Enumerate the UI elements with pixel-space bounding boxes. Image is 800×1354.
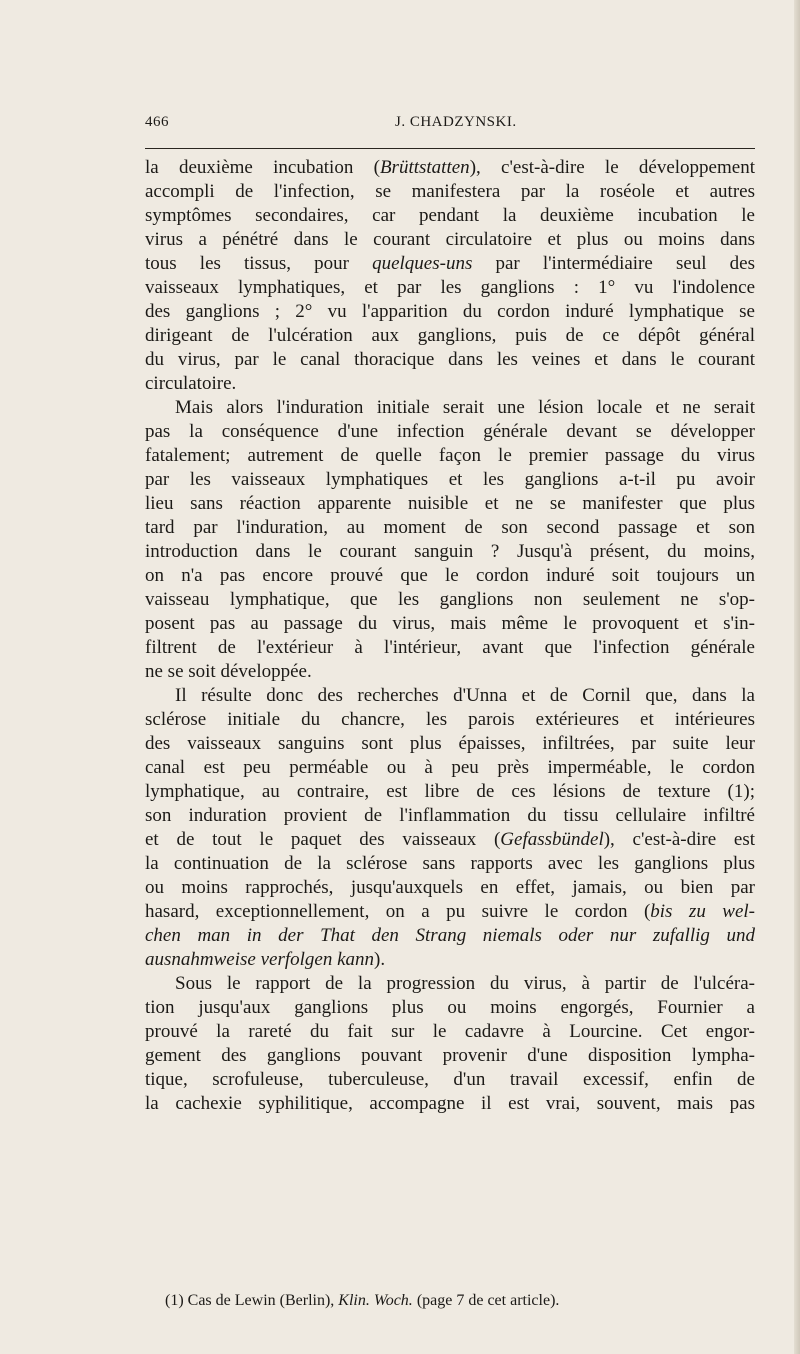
body-text (145, 156, 755, 1116)
text-line (145, 1092, 755, 1116)
text-span: ). (374, 949, 386, 970)
text-line (145, 300, 755, 324)
text-line (145, 396, 755, 420)
text-line (145, 948, 755, 972)
text-span: accompli de l'infection, se manifestera par la roséole et autres (145, 181, 755, 202)
text-span: la cachexie syphilitique, accompagne il est vrai, souvent, mais pas (145, 1093, 755, 1114)
page-number: 466 (145, 114, 169, 130)
text-span: pas la conséquence d'une infection générale devant se développer (145, 421, 755, 442)
text-line (145, 588, 755, 612)
text-span: tique, scrofuleuse, tuberculeuse, d'un travail excessif, enfin de (145, 1069, 755, 1090)
text-span: du virus, par le canal thoracique dans les veines et dans le courant (145, 349, 755, 370)
text-span: prouvé la rareté du fait sur le cadavre à Lourcine. Cet engor- (145, 1021, 755, 1042)
italic-text: bis zu wel- (650, 901, 755, 922)
text-span: et de tout le paquet des vaisseaux ( (145, 829, 501, 850)
text-line (145, 420, 755, 444)
text-line (145, 900, 755, 924)
text-span: lymphatique, au contraire, est libre de ces lésions de texture (1); (145, 781, 755, 802)
text-line (145, 468, 755, 492)
text-line (145, 1068, 755, 1092)
text-span: son induration provient de l'inflammation du tissu cellulaire infiltré (145, 805, 755, 826)
text-line (145, 852, 755, 876)
text-span: des ganglions ; 2° vu l'apparition du cordon induré lymphatique se (145, 301, 755, 322)
text-span: Mais alors l'induration initiale serait une lésion locale et ne serait (175, 397, 755, 418)
text-span: tard par l'induration, au moment de son second passage et son (145, 517, 755, 538)
text-line (145, 540, 755, 564)
text-line (145, 156, 755, 180)
text-span: ), c'est-à-dire le développement (469, 157, 755, 178)
text-line (145, 228, 755, 252)
text-line (145, 780, 755, 804)
italic-text: Gefassbündel (500, 829, 604, 850)
text-line (145, 348, 755, 372)
text-span: des vaisseaux sanguins sont plus épaisses, infiltrées, par suite leur (145, 733, 755, 754)
italic-text: Klin. Woch. (338, 1292, 413, 1309)
italic-text: Brüttstatten (379, 157, 470, 178)
text-span: (page 7 de cet article). (412, 1292, 560, 1309)
text-span: par l'intermédiaire seul des (472, 253, 755, 274)
text-line (145, 276, 755, 300)
text-span: tion jusqu'aux ganglions plus ou moins engorgés, Fournier a (145, 997, 755, 1018)
text-line (145, 1044, 755, 1068)
text-span: on n'a pas encore prouvé que le cordon induré soit toujours un (145, 565, 755, 586)
text-span: ), c'est-à-dire est (603, 829, 755, 850)
text-line (145, 636, 755, 660)
text-span: gement des ganglions pouvant provenir d'une disposition lympha- (145, 1045, 755, 1066)
text-line (145, 924, 755, 948)
text-line (145, 372, 755, 396)
text-span: la deuxième incubation ( (145, 157, 380, 178)
header-rule (145, 148, 755, 149)
text-span: vaisseaux lymphatiques, et par les ganglions : 1° vu l'indolence (145, 277, 755, 298)
text-line (145, 972, 755, 996)
text-span: canal est peu perméable ou à peu près imperméable, le cordon (145, 757, 755, 778)
text-span: virus a pénétré dans le courant circulatoire et plus ou moins dans (145, 229, 755, 250)
footnote (165, 1290, 725, 1312)
text-span: circulatoire. (145, 373, 237, 394)
text-line (145, 684, 755, 708)
text-line (145, 444, 755, 468)
text-line (145, 732, 755, 756)
text-line (145, 180, 755, 204)
text-span: vaisseau lymphatique, que les ganglions non seulement ne s'op- (145, 589, 755, 610)
text-line (145, 756, 755, 780)
text-line (145, 876, 755, 900)
text-line (145, 516, 755, 540)
text-span: introduction dans le courant sanguin ? Jusqu'à présent, du moins, (145, 541, 755, 562)
text-span: symptômes secondaires, car pendant la deuxième incubation le (145, 205, 755, 226)
text-span: ne se soit développée. (145, 661, 312, 682)
text-span: filtrent de l'extérieur à l'intérieur, avant que l'infection générale (145, 637, 755, 658)
running-title: J. CHADZYNSKI. (395, 114, 517, 130)
page-edge-shadow (794, 0, 800, 1354)
text-span: la continuation de la sclérose sans rapports avec les ganglions plus (145, 853, 755, 874)
text-span: tous les tissus, pour (145, 253, 373, 274)
text-span: fatalement; autrement de quelle façon le premier passage du virus (145, 445, 755, 466)
text-span: dirigeant de l'ulcération aux ganglions, puis de ce dépôt général (145, 325, 755, 346)
text-line (145, 324, 755, 348)
text-span: hasard, exceptionnellement, on a pu suivre le cordon ( (145, 901, 651, 922)
text-line (145, 252, 755, 276)
italic-text: chen man in der That den Strang niemals oder nur zufallig und (145, 925, 755, 946)
text-span: sclérose initiale du chancre, les parois extérieures et intérieures (145, 709, 755, 730)
text-span: (1) Cas de Lewin (Berlin), (165, 1292, 339, 1309)
text-line (145, 804, 755, 828)
text-line (145, 996, 755, 1020)
text-line (145, 660, 755, 684)
text-span: posent pas au passage du virus, mais même le provoquent et s'in- (145, 613, 755, 634)
page-header (145, 114, 755, 138)
text-line (145, 492, 755, 516)
italic-text: quelques-uns (372, 253, 473, 274)
text-span: par les vaisseaux lymphatiques et les ganglions a-t-il pu avoir (145, 469, 755, 490)
text-line (145, 1020, 755, 1044)
text-line (145, 708, 755, 732)
text-span: Il résulte donc des recherches d'Unna et de Cornil que, dans la (175, 685, 755, 706)
italic-text: ausnahmweise verfolgen kann (145, 949, 375, 970)
text-line (145, 204, 755, 228)
text-line (145, 828, 755, 852)
text-line (145, 612, 755, 636)
text-span: lieu sans réaction apparente nuisible et ne se manifester que plus (145, 493, 755, 514)
text-span: ou moins rapprochés, jusqu'auxquels en effet, jamais, ou bien par (145, 877, 755, 898)
text-span: Sous le rapport de la progression du virus, à partir de l'ulcéra- (175, 973, 755, 994)
text-line (145, 564, 755, 588)
